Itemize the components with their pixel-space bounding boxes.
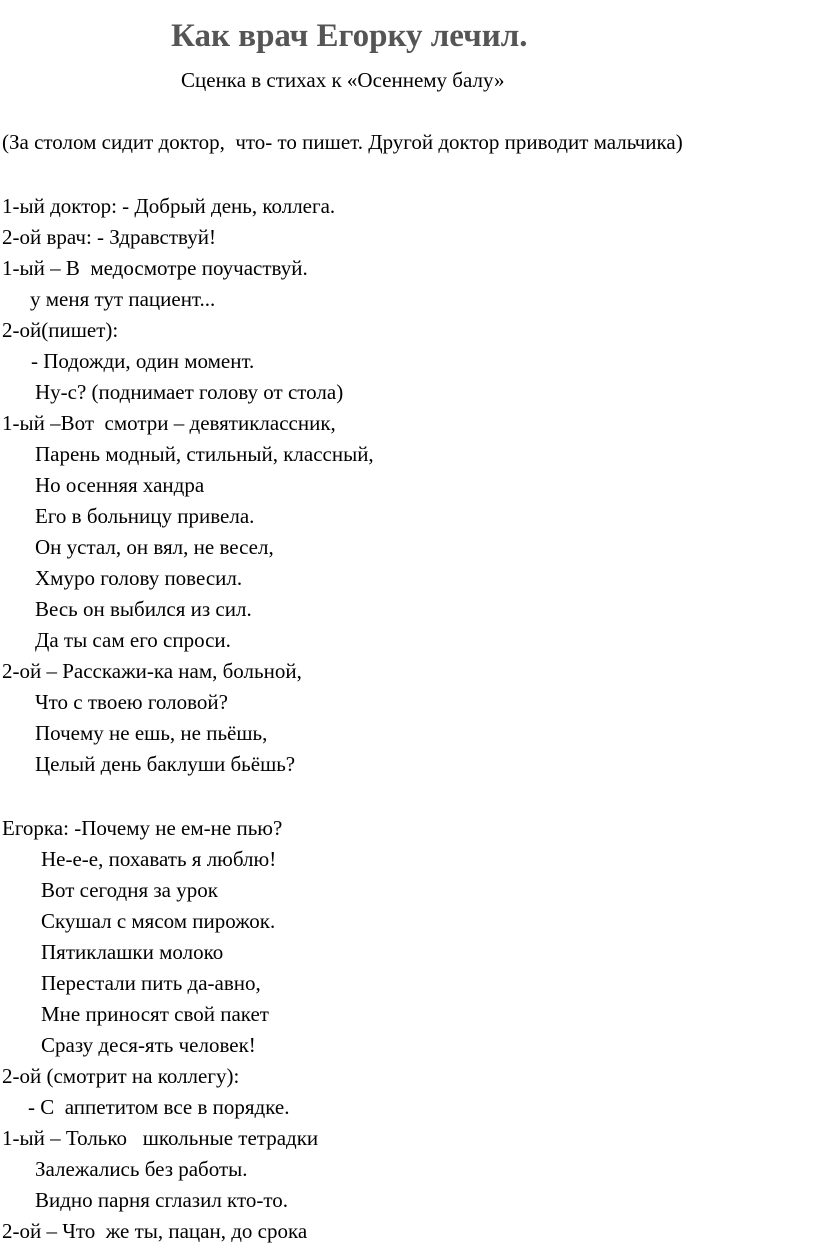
text-line: Сразу деся-ять человек! xyxy=(41,1033,256,1057)
text-line: 1-ый доктор: - Добрый день, коллега. xyxy=(2,194,336,218)
text-line: Он устал, он вял, не весел, xyxy=(35,535,274,559)
text-line: - С аппетитом все в порядке. xyxy=(28,1095,290,1119)
text-line: Целый день баклуши бьёшь? xyxy=(35,752,296,776)
document-subtitle: Сценка в стихах к «Осеннему балу» xyxy=(181,68,505,92)
text-line: Хмуро голову повесил. xyxy=(35,566,243,590)
text-line: Но осенняя хандра xyxy=(35,473,205,497)
text-line: Видно парня сглазил кто-то. xyxy=(35,1188,289,1212)
text-line: 1-ый – Только школьные тетрадки xyxy=(2,1126,319,1150)
text-line: Мне приносят свой пакет xyxy=(41,1002,269,1026)
text-line: Ну-с? (поднимает голову от стола) xyxy=(35,380,344,404)
text-line: Залежались без работы. xyxy=(35,1157,248,1181)
text-line: Пятиклашки молоко xyxy=(41,940,224,964)
text-line: 2-ой – Расскажи-ка нам, больной, xyxy=(2,659,302,683)
text-line: Его в больницу привела. xyxy=(35,504,255,528)
text-line: Да ты сам его спроси. xyxy=(35,628,231,652)
text-line: Почему не ешь, не пьёшь, xyxy=(35,721,268,745)
text-line: 2-ой (смотрит на коллегу): xyxy=(2,1064,240,1088)
text-line: Не-е-е, похавать я люблю! xyxy=(41,847,277,871)
text-line: 2-ой – Что же ты, пацан, до срока xyxy=(2,1219,308,1243)
text-line: Весь он выбился из сил. xyxy=(35,597,252,621)
stage-direction: (За столом сидит доктор, что- то пишет. Другой доктор приводит мальчика) xyxy=(2,130,683,154)
text-line: Вот сегодня за урок xyxy=(41,878,218,902)
text-line: 1-ый –Вот смотри – девятиклассник, xyxy=(2,411,336,435)
text-line: Егорка: -Почему не ем-не пью? xyxy=(2,816,283,840)
text-line: - Подожди, один момент. xyxy=(31,349,255,373)
text-line: Скушал с мясом пирожок. xyxy=(41,909,276,933)
text-line: у меня тут пациент... xyxy=(30,287,216,311)
document-title: Как врач Егорку лечил. xyxy=(171,18,528,54)
text-line: 2-ой врач: - Здравствуй! xyxy=(2,225,216,249)
text-line: Что с твоею головой? xyxy=(35,690,228,714)
text-line: 2-ой(пишет): xyxy=(2,318,119,342)
text-line: Парень модный, стильный, классный, xyxy=(35,442,374,466)
text-line: Перестали пить да-авно, xyxy=(41,971,261,995)
text-line: 1-ый – В медосмотре поучаствуй. xyxy=(2,256,308,280)
